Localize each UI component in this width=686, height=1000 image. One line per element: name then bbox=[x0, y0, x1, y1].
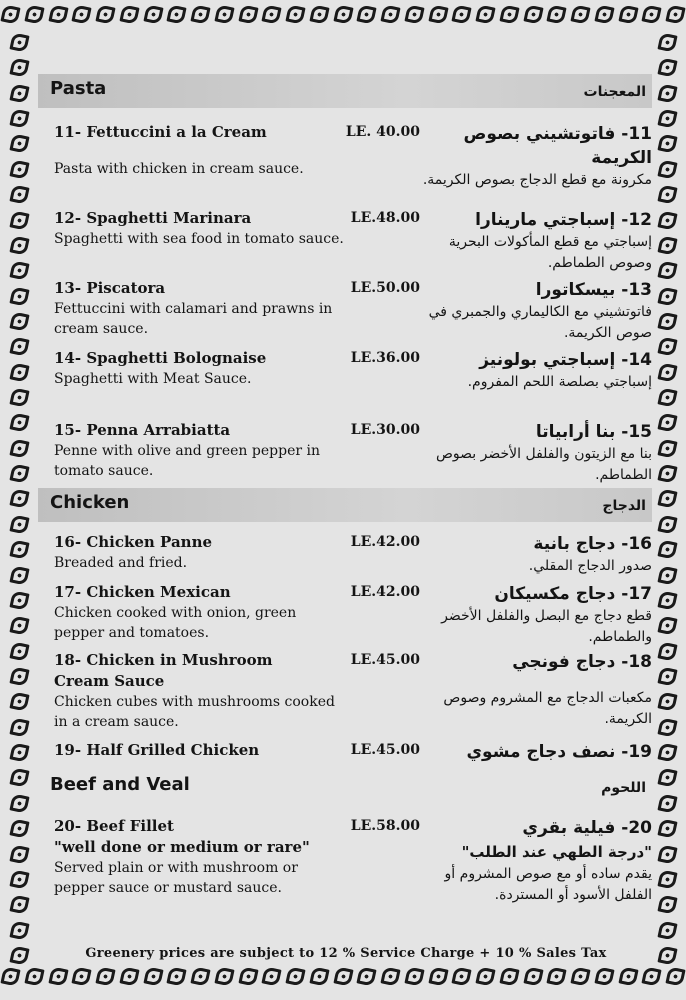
section-title: Beef and Veal bbox=[50, 774, 190, 795]
ornament-icon bbox=[404, 4, 424, 24]
ornament-icon bbox=[9, 514, 29, 534]
ornament-icon bbox=[9, 540, 29, 560]
item-name: 13- Piscatora bbox=[54, 279, 166, 297]
ornament-icon bbox=[9, 210, 29, 230]
ornament-icon bbox=[309, 4, 329, 24]
ornament-icon bbox=[547, 966, 567, 986]
ornament-icon bbox=[570, 966, 590, 986]
ornament-icon bbox=[285, 966, 305, 986]
ornament-icon bbox=[475, 4, 495, 24]
item-name: 16- Chicken Panne bbox=[54, 533, 213, 551]
ornament-icon bbox=[657, 108, 677, 128]
ornament-icon bbox=[24, 966, 44, 986]
ornament-icon bbox=[657, 540, 677, 560]
ornament-icon bbox=[665, 4, 685, 24]
ornament-icon bbox=[119, 4, 139, 24]
ornament-icon bbox=[9, 311, 29, 331]
ornament-icon bbox=[657, 83, 677, 103]
ornament-icon bbox=[657, 869, 677, 889]
item-description: Fettuccini with calamari and prawns in cream sauce. bbox=[54, 301, 333, 337]
section-title-arabic: اللحوم bbox=[601, 780, 646, 796]
section-header-pasta bbox=[38, 74, 652, 108]
ornament-icon bbox=[167, 966, 187, 986]
section-title-arabic: الدجاج bbox=[602, 498, 646, 514]
ornament-icon bbox=[657, 489, 677, 509]
ornament-icon bbox=[657, 159, 677, 179]
ornament-icon bbox=[452, 966, 472, 986]
item-price: LE.30.00 bbox=[350, 422, 420, 438]
item-name-arabic: 13- بيسكاتورا bbox=[535, 280, 652, 300]
ornament-icon bbox=[499, 4, 519, 24]
ornament-icon bbox=[9, 742, 29, 762]
ornament-border-right bbox=[654, 34, 680, 964]
item-english bbox=[54, 420, 344, 481]
ornament-icon bbox=[9, 58, 29, 78]
ornament-icon bbox=[9, 869, 29, 889]
ornament-border-top bbox=[0, 6, 686, 32]
menu-item bbox=[44, 740, 652, 770]
item-english bbox=[54, 532, 344, 573]
menu-item bbox=[44, 348, 652, 420]
ornament-icon bbox=[143, 4, 163, 24]
ornament-icon bbox=[9, 286, 29, 306]
ornament-icon bbox=[523, 966, 543, 986]
ornament-icon bbox=[214, 4, 234, 24]
item-price: LE.36.00 bbox=[350, 350, 420, 366]
ornament-icon bbox=[657, 261, 677, 281]
item-description: Breaded and fried. bbox=[54, 555, 188, 571]
ornament-icon bbox=[657, 692, 677, 712]
ornament-icon bbox=[657, 742, 677, 762]
ornament-icon bbox=[262, 4, 282, 24]
ornament-icon bbox=[657, 641, 677, 661]
menu-item bbox=[44, 532, 652, 582]
ornament-icon bbox=[9, 32, 29, 52]
ornament-icon bbox=[657, 844, 677, 864]
item-name: 15- Penna Arrabiatta bbox=[54, 421, 231, 439]
ornament-icon bbox=[238, 966, 258, 986]
item-arabic bbox=[422, 208, 652, 274]
menu-item bbox=[44, 582, 652, 650]
section-title-arabic: المعجنات bbox=[583, 84, 646, 100]
ornament-icon bbox=[9, 920, 29, 940]
ornament-icon bbox=[475, 966, 495, 986]
item-english bbox=[54, 122, 344, 179]
item-description-arabic: يقدم ساده أو مع صوص المشروم أو الفلفل الأسود أو المستردة. bbox=[444, 866, 652, 903]
ornament-icon bbox=[642, 966, 662, 986]
ornament-icon bbox=[0, 4, 20, 24]
ornament-icon bbox=[452, 4, 472, 24]
item-price: LE.45.00 bbox=[350, 742, 420, 758]
menu-item bbox=[44, 208, 652, 278]
item-price: LE.42.00 bbox=[350, 584, 420, 600]
item-price: LE. 40.00 bbox=[345, 124, 420, 140]
ornament-icon bbox=[9, 945, 29, 965]
ornament-icon bbox=[657, 413, 677, 433]
ornament-icon bbox=[9, 464, 29, 484]
item-arabic bbox=[422, 278, 652, 344]
ornament-icon bbox=[594, 966, 614, 986]
ornament-icon bbox=[9, 819, 29, 839]
item-arabic bbox=[422, 740, 652, 764]
item-name-arabic: 17- دجاج مكسيكان bbox=[494, 584, 652, 604]
ornament-icon bbox=[262, 966, 282, 986]
ornament-icon bbox=[9, 793, 29, 813]
item-name: 12- Spaghetti Marinara bbox=[54, 209, 252, 227]
ornament-icon bbox=[594, 4, 614, 24]
ornament-icon bbox=[9, 616, 29, 636]
ornament-icon bbox=[547, 4, 567, 24]
ornament-icon bbox=[9, 489, 29, 509]
item-arabic bbox=[422, 582, 652, 648]
ornament-icon bbox=[657, 895, 677, 915]
item-english bbox=[54, 348, 344, 389]
item-name: 20- Beef Fillet bbox=[54, 817, 174, 835]
ornament-icon bbox=[657, 717, 677, 737]
item-description-arabic: مكعبات الدجاج مع المشروم وصوص الكريمة. bbox=[443, 690, 652, 727]
item-price: LE.42.00 bbox=[350, 534, 420, 550]
ornament-icon bbox=[9, 108, 29, 128]
item-description: Pasta with chicken in cream sauce. bbox=[54, 161, 304, 177]
item-description: Served plain or with mushroom or pepper sauce or mustard sauce. bbox=[54, 860, 298, 896]
ornament-border-left bbox=[6, 34, 32, 964]
item-english bbox=[54, 650, 344, 732]
ornament-icon bbox=[9, 641, 29, 661]
ornament-icon bbox=[657, 819, 677, 839]
ornament-icon bbox=[119, 966, 139, 986]
menu-item bbox=[44, 816, 652, 946]
ornament-icon bbox=[190, 966, 210, 986]
ornament-icon bbox=[657, 387, 677, 407]
ornament-icon bbox=[9, 565, 29, 585]
ornament-icon bbox=[9, 717, 29, 737]
ornament-icon bbox=[285, 4, 305, 24]
ornament-icon bbox=[657, 666, 677, 686]
item-description: Chicken cooked with onion, green pepper and tomatoes. bbox=[54, 605, 297, 641]
section-header-chicken bbox=[38, 488, 652, 522]
ornament-icon bbox=[657, 945, 677, 965]
item-name-arabic: 19- نصف دجاج مشوي bbox=[466, 742, 652, 762]
section-title: Chicken bbox=[50, 492, 130, 513]
item-arabic bbox=[422, 650, 652, 730]
item-description: Chicken cubes with mushrooms cooked in a cream sauce. bbox=[54, 694, 335, 730]
ornament-icon bbox=[657, 235, 677, 255]
item-arabic bbox=[422, 122, 652, 191]
ornament-icon bbox=[657, 464, 677, 484]
ornament-icon bbox=[657, 438, 677, 458]
ornament-icon bbox=[238, 4, 258, 24]
ornament-icon bbox=[333, 4, 353, 24]
menu-item bbox=[44, 122, 652, 208]
ornament-icon bbox=[657, 311, 677, 331]
section-title: Pasta bbox=[50, 78, 107, 99]
item-price: LE.50.00 bbox=[350, 280, 420, 296]
ornament-icon bbox=[523, 4, 543, 24]
ornament-icon bbox=[9, 413, 29, 433]
item-english bbox=[54, 582, 344, 643]
ornament-icon bbox=[657, 32, 677, 52]
ornament-icon bbox=[9, 768, 29, 788]
item-price: LE.48.00 bbox=[350, 210, 420, 226]
ornament-icon bbox=[72, 966, 92, 986]
ornament-icon bbox=[657, 362, 677, 382]
ornament-icon bbox=[214, 966, 234, 986]
item-english bbox=[54, 816, 344, 898]
ornament-icon bbox=[657, 514, 677, 534]
item-description-arabic: إسباجتي مع قطع المأكولات البحرية وصوص الطماطم. bbox=[448, 234, 652, 271]
ornament-icon bbox=[657, 793, 677, 813]
menu-item bbox=[44, 278, 652, 348]
ornament-icon bbox=[657, 768, 677, 788]
ornament-icon bbox=[657, 286, 677, 306]
ornament-icon bbox=[95, 966, 115, 986]
ornament-icon bbox=[9, 83, 29, 103]
menu-item bbox=[44, 650, 652, 740]
ornament-icon bbox=[9, 185, 29, 205]
ornament-border-bottom bbox=[0, 968, 686, 994]
ornament-icon bbox=[380, 4, 400, 24]
item-description: Spaghetti with sea food in tomato sauce. bbox=[54, 231, 344, 247]
item-description: Spaghetti with Meat Sauce. bbox=[54, 371, 252, 387]
ornament-icon bbox=[190, 4, 210, 24]
ornament-icon bbox=[9, 337, 29, 357]
item-arabic bbox=[422, 420, 652, 486]
ornament-icon bbox=[143, 966, 163, 986]
item-arabic bbox=[422, 532, 652, 577]
ornament-icon bbox=[657, 616, 677, 636]
ornament-icon bbox=[404, 966, 424, 986]
ornament-icon bbox=[9, 590, 29, 610]
ornament-icon bbox=[665, 966, 685, 986]
ornament-icon bbox=[72, 4, 92, 24]
ornament-icon bbox=[9, 134, 29, 154]
ornament-icon bbox=[9, 692, 29, 712]
item-description-arabic: إسباجتي بصلصة اللحم المفروم. bbox=[467, 374, 652, 390]
item-description-arabic: فاتوتشيني مع الكاليماري والجمبري في صوص الكريمة. bbox=[428, 304, 652, 341]
item-subtitle-arabic: "درجة الطهي عند الطلب" bbox=[461, 843, 652, 861]
item-name: 18- Chicken in Mushroom Cream Sauce bbox=[54, 651, 273, 690]
ornament-icon bbox=[642, 4, 662, 24]
item-name: 14- Spaghetti Bolognaise bbox=[54, 349, 267, 367]
item-arabic bbox=[422, 348, 652, 393]
menu-page bbox=[44, 74, 652, 946]
ornament-icon bbox=[9, 844, 29, 864]
ornament-icon bbox=[657, 920, 677, 940]
ornament-icon bbox=[618, 4, 638, 24]
item-arabic bbox=[422, 816, 652, 906]
ornament-icon bbox=[9, 387, 29, 407]
ornament-icon bbox=[95, 4, 115, 24]
ornament-icon bbox=[357, 966, 377, 986]
item-name-arabic: 11- فاتوتشيني بصوص الكريمة bbox=[463, 124, 652, 168]
ornament-icon bbox=[9, 362, 29, 382]
item-name-arabic: 12- إسباجتي مارينارا bbox=[475, 210, 652, 230]
item-description: Penne with olive and green pepper in tomato sauce. bbox=[54, 443, 320, 479]
ornament-icon bbox=[618, 966, 638, 986]
ornament-icon bbox=[657, 337, 677, 357]
item-english bbox=[54, 208, 344, 249]
ornament-icon bbox=[357, 4, 377, 24]
ornament-icon bbox=[24, 4, 44, 24]
item-name-arabic: 16- دجاج بانية bbox=[533, 534, 652, 554]
item-name: 19- Half Grilled Chicken bbox=[54, 741, 260, 759]
ornament-icon bbox=[9, 159, 29, 179]
ornament-icon bbox=[499, 966, 519, 986]
ornament-icon bbox=[657, 565, 677, 585]
item-english bbox=[54, 740, 344, 761]
item-subtitle: "well done or medium or rare" bbox=[54, 838, 310, 856]
item-description-arabic: بنا مع الزيتون والفلفل الأخضر بصوص الطماطم. bbox=[435, 446, 652, 483]
item-name-arabic: 15- بنا أرابياتا bbox=[535, 422, 652, 442]
footer-tax-note: Greenery prices are subject to 12 % Service Charge + 10 % Sales Tax bbox=[85, 946, 607, 961]
item-name-arabic: 20- فيلية بقري bbox=[522, 818, 652, 838]
ornament-icon bbox=[9, 666, 29, 686]
ornament-icon bbox=[9, 895, 29, 915]
ornament-icon bbox=[0, 966, 20, 986]
ornament-icon bbox=[9, 261, 29, 281]
item-description-arabic: صدور الدجاج المقلي. bbox=[528, 558, 652, 574]
item-name: 11- Fettuccini a la Cream bbox=[54, 123, 267, 141]
item-english bbox=[54, 278, 344, 339]
item-name-arabic: 14- إسباجتي بولونيز bbox=[479, 350, 652, 370]
ornament-icon bbox=[9, 235, 29, 255]
menu-item bbox=[44, 420, 652, 488]
ornament-icon bbox=[9, 438, 29, 458]
ornament-icon bbox=[657, 210, 677, 230]
ornament-icon bbox=[333, 966, 353, 986]
section-header-beef bbox=[38, 770, 652, 804]
ornament-icon bbox=[48, 4, 68, 24]
ornament-icon bbox=[167, 4, 187, 24]
item-name-arabic: 18- دجاج فونجي bbox=[512, 652, 652, 672]
item-description-arabic: مكرونة مع قطع الدجاج بصوص الكريمة. bbox=[422, 172, 652, 188]
item-description-arabic: قطع دجاج مع البصل والفلفل الأخضر والطماطم. bbox=[441, 608, 652, 645]
ornament-icon bbox=[657, 185, 677, 205]
ornament-icon bbox=[657, 58, 677, 78]
ornament-icon bbox=[428, 4, 448, 24]
item-price: LE.58.00 bbox=[350, 818, 420, 834]
ornament-icon bbox=[48, 966, 68, 986]
ornament-icon bbox=[570, 4, 590, 24]
ornament-icon bbox=[309, 966, 329, 986]
ornament-icon bbox=[380, 966, 400, 986]
item-price: LE.45.00 bbox=[350, 652, 420, 668]
ornament-icon bbox=[657, 590, 677, 610]
ornament-icon bbox=[428, 966, 448, 986]
item-name: 17- Chicken Mexican bbox=[54, 583, 231, 601]
ornament-icon bbox=[657, 134, 677, 154]
